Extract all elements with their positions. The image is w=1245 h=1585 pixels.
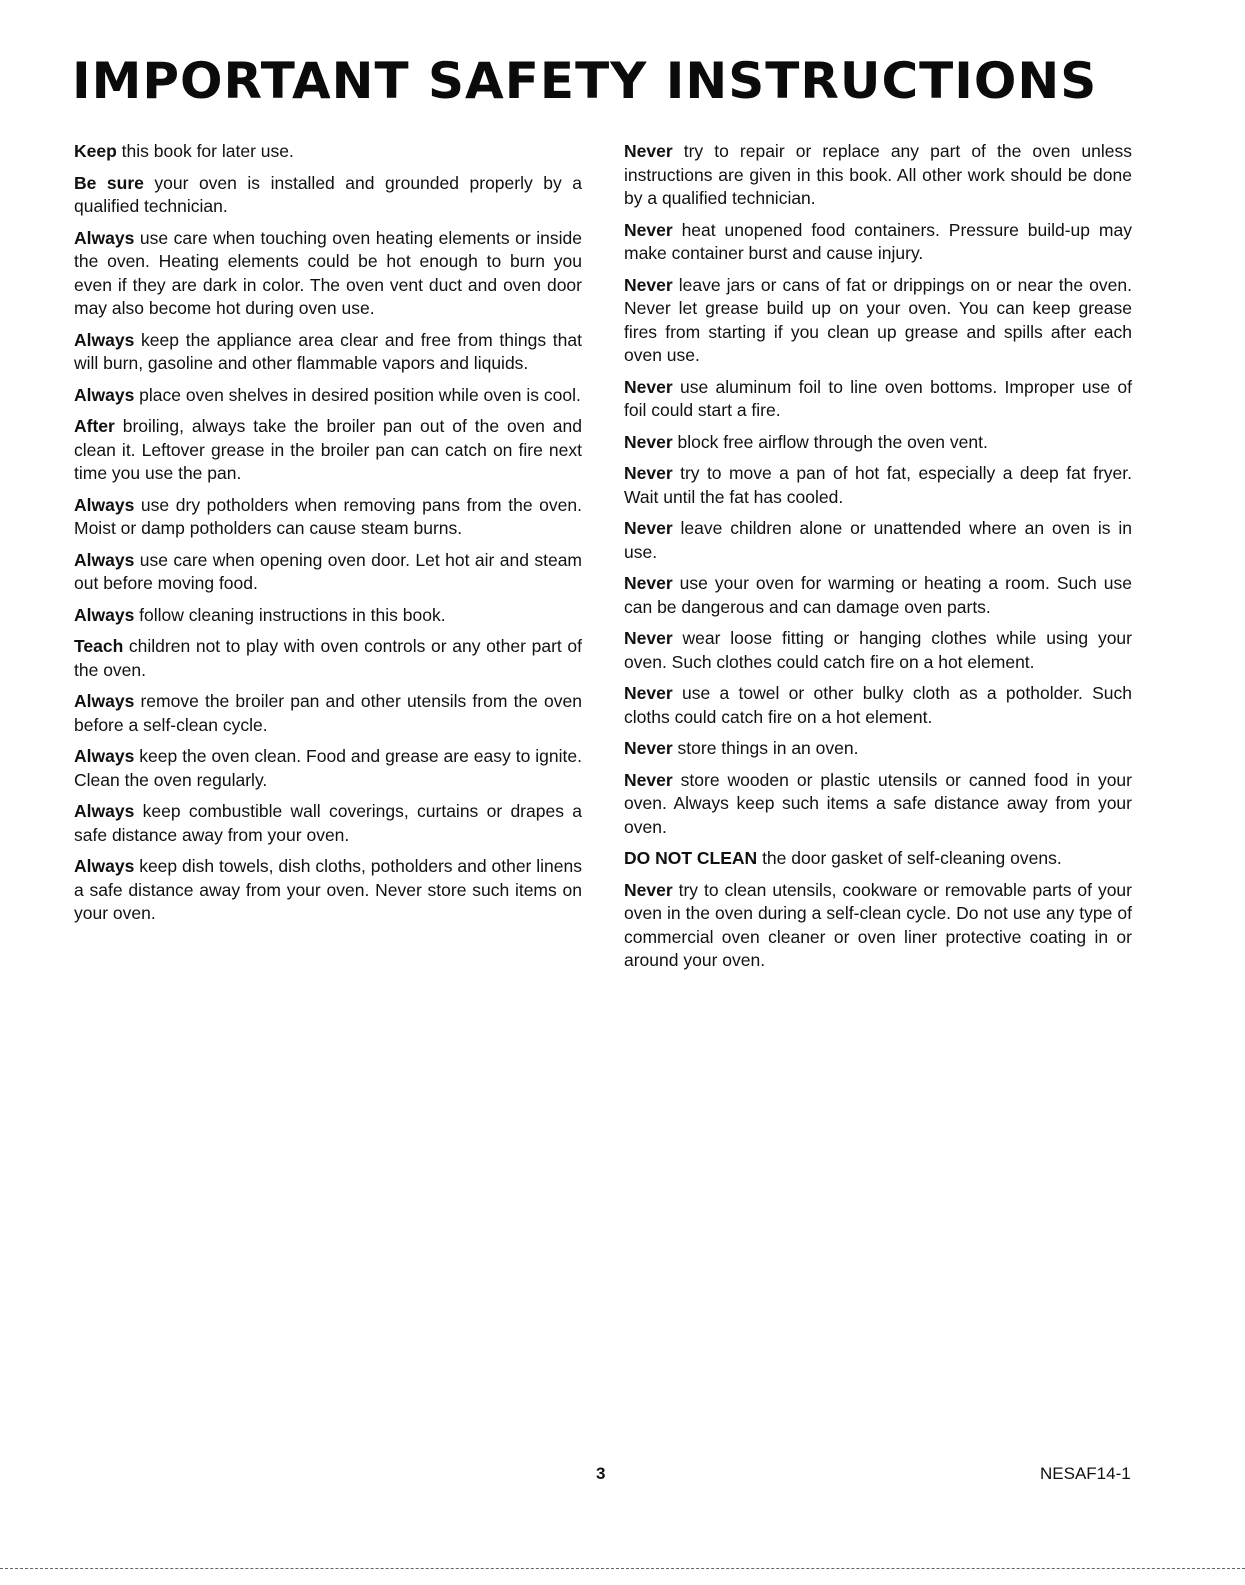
instruction-text: use care when touching oven heating elements or inside the oven. Heating elements could be hot enough to burn you even if they are dark in color. The oven vent duct and oven door may also become hot during oven use. xyxy=(74,227,582,318)
instruction-lead: DO NOT CLEAN xyxy=(624,848,758,868)
instruction-text: try to move a pan of hot fat, especially a deep fat fryer. Wait until the fat has cooled. xyxy=(624,463,1132,507)
instruction-text: use care when opening oven door. Let hot air and steam out before moving food. xyxy=(74,549,582,593)
instruction-lead: Never xyxy=(624,573,673,593)
document-code: NESAF14-1 xyxy=(1040,1464,1131,1483)
instruction-text: keep combustible wall coverings, curtains or drapes a safe distance away from your oven. xyxy=(74,801,582,845)
instruction-lead: Teach xyxy=(74,636,124,656)
safety-instruction xyxy=(74,635,582,682)
safety-instruction xyxy=(624,737,1132,761)
instruction-lead: Always xyxy=(74,227,135,248)
instruction-lead: Never xyxy=(624,738,673,758)
safety-instruction xyxy=(74,140,582,164)
instruction-lead: Always xyxy=(74,856,135,876)
instruction-text: try to repair or replace any part of the oven unless instructions are given in this book. All other work should be done by a qualified technician. xyxy=(624,141,1132,208)
instruction-text: use aluminum foil to line oven bottoms. Improper use of foil could start a fire. xyxy=(624,376,1132,420)
safety-instruction xyxy=(74,172,582,219)
instruction-text: use a towel or other bulky cloth as a potholder. Such cloths could catch fire on a hot element. xyxy=(624,683,1132,727)
instruction-lead: Always xyxy=(74,549,135,570)
instruction-lead: Never xyxy=(624,769,673,790)
instruction-text: remove the broiler pan and other utensils from the oven before a self-clean cycle. xyxy=(74,691,582,735)
instruction-text: keep the appliance area clear and free from things that will burn, gasoline and other flammable vapors and liquids. xyxy=(74,329,582,373)
instruction-lead: Always xyxy=(74,604,135,625)
instruction-lead: Be sure xyxy=(74,172,144,193)
instruction-lead: Always xyxy=(74,329,135,350)
instruction-text: keep the oven clean. Food and grease are easy to ignite. Clean the oven regularly. xyxy=(74,746,582,790)
instruction-text: this book for later use. xyxy=(116,141,294,161)
right-column xyxy=(624,140,1132,981)
instruction-text: store things in an oven. xyxy=(672,738,859,758)
safety-instruction xyxy=(624,140,1132,211)
instruction-text: use your oven for warming or heating a room. Such use can be dangerous and can damage oven parts. xyxy=(624,573,1132,617)
safety-instruction xyxy=(624,517,1132,564)
instruction-lead: Never xyxy=(624,219,673,240)
instruction-text: follow cleaning instructions in this book. xyxy=(134,604,446,625)
instruction-text: try to clean utensils, cookware or removable parts of your oven in the oven during a self-clean cycle. Do not use any type of commercial oven cleaner or oven liner protective coating in or around your oven. xyxy=(624,879,1132,970)
instruction-text: your oven is installed and grounded properly by a qualified technician. xyxy=(74,172,582,216)
safety-instruction xyxy=(624,682,1132,729)
safety-instruction xyxy=(624,572,1132,619)
safety-instruction xyxy=(74,745,582,792)
instruction-lead: Always xyxy=(74,746,135,766)
instruction-text: place oven shelves in desired position while oven is cool. xyxy=(134,384,581,405)
safety-instruction xyxy=(74,604,582,628)
safety-instruction xyxy=(74,855,582,926)
instruction-lead: Always xyxy=(74,801,135,821)
instruction-text: keep dish towels, dish cloths, potholders and other linens a safe distance away from your oven. Never store such items on your oven. xyxy=(74,856,582,923)
safety-instruction xyxy=(624,431,1132,455)
safety-instruction xyxy=(74,800,582,847)
safety-instruction xyxy=(74,415,582,486)
instruction-text: block free airflow through the oven vent. xyxy=(672,431,988,452)
instruction-lead: Never xyxy=(624,628,673,648)
instruction-text: leave jars or cans of fat or drippings on or near the oven. Never let grease build up on your oven. You can keep grease fires from starting if you clean up grease and spills after each oven use. xyxy=(624,274,1132,365)
instruction-lead: Never xyxy=(624,683,673,703)
instruction-text: heat unopened food containers. Pressure build-up may make container burst and cause injury. xyxy=(624,219,1132,263)
instruction-text: the door gasket of self-cleaning ovens. xyxy=(757,848,1062,868)
left-column xyxy=(74,140,582,934)
safety-instruction xyxy=(624,376,1132,423)
instruction-lead: Never xyxy=(624,431,673,452)
instruction-lead: Never xyxy=(624,376,673,397)
instruction-lead: Always xyxy=(74,384,135,405)
instruction-text: children not to play with oven controls or any other part of the oven. xyxy=(74,636,582,680)
safety-instruction xyxy=(624,769,1132,840)
safety-instruction xyxy=(74,329,582,376)
instruction-lead: Keep xyxy=(74,141,117,161)
safety-instruction xyxy=(624,847,1132,871)
instruction-text: broiling, always take the broiler pan out of the oven and clean it. Leftover grease in the broiler pan can catch on fire next time you use the pan. xyxy=(74,416,582,483)
bottom-divider xyxy=(0,1568,1245,1569)
instruction-lead: Never xyxy=(624,274,673,295)
instruction-text: leave children alone or unattended where an oven is in use. xyxy=(624,518,1132,562)
instruction-text: use dry potholders when removing pans from the oven. Moist or damp potholders can cause steam burns. xyxy=(74,494,582,538)
instruction-lead: Never xyxy=(624,879,673,900)
safety-instruction xyxy=(624,879,1132,973)
page-number: 3 xyxy=(596,1464,606,1483)
instruction-lead: Never xyxy=(624,141,673,161)
safety-instruction xyxy=(624,462,1132,509)
safety-instruction xyxy=(624,274,1132,368)
safety-instruction xyxy=(624,627,1132,674)
instruction-lead: After xyxy=(74,416,115,436)
safety-instruction xyxy=(74,690,582,737)
instruction-text: wear loose fitting or hanging clothes while using your oven. Such clothes could catch fire on a hot element. xyxy=(624,628,1132,672)
safety-instruction xyxy=(624,219,1132,266)
safety-instruction xyxy=(74,494,582,541)
instruction-text: store wooden or plastic utensils or canned food in your oven. Always keep such items a safe distance away from your oven. xyxy=(624,769,1132,837)
safety-instruction xyxy=(74,384,582,408)
safety-instruction xyxy=(74,549,582,596)
page-title: IMPORTANT SAFETY INSTRUCTIONS xyxy=(72,52,1098,110)
instruction-lead: Always xyxy=(74,494,135,515)
safety-instruction xyxy=(74,227,582,321)
instruction-lead: Never xyxy=(624,463,673,483)
instruction-lead: Never xyxy=(624,518,673,538)
instruction-lead: Always xyxy=(74,691,135,711)
